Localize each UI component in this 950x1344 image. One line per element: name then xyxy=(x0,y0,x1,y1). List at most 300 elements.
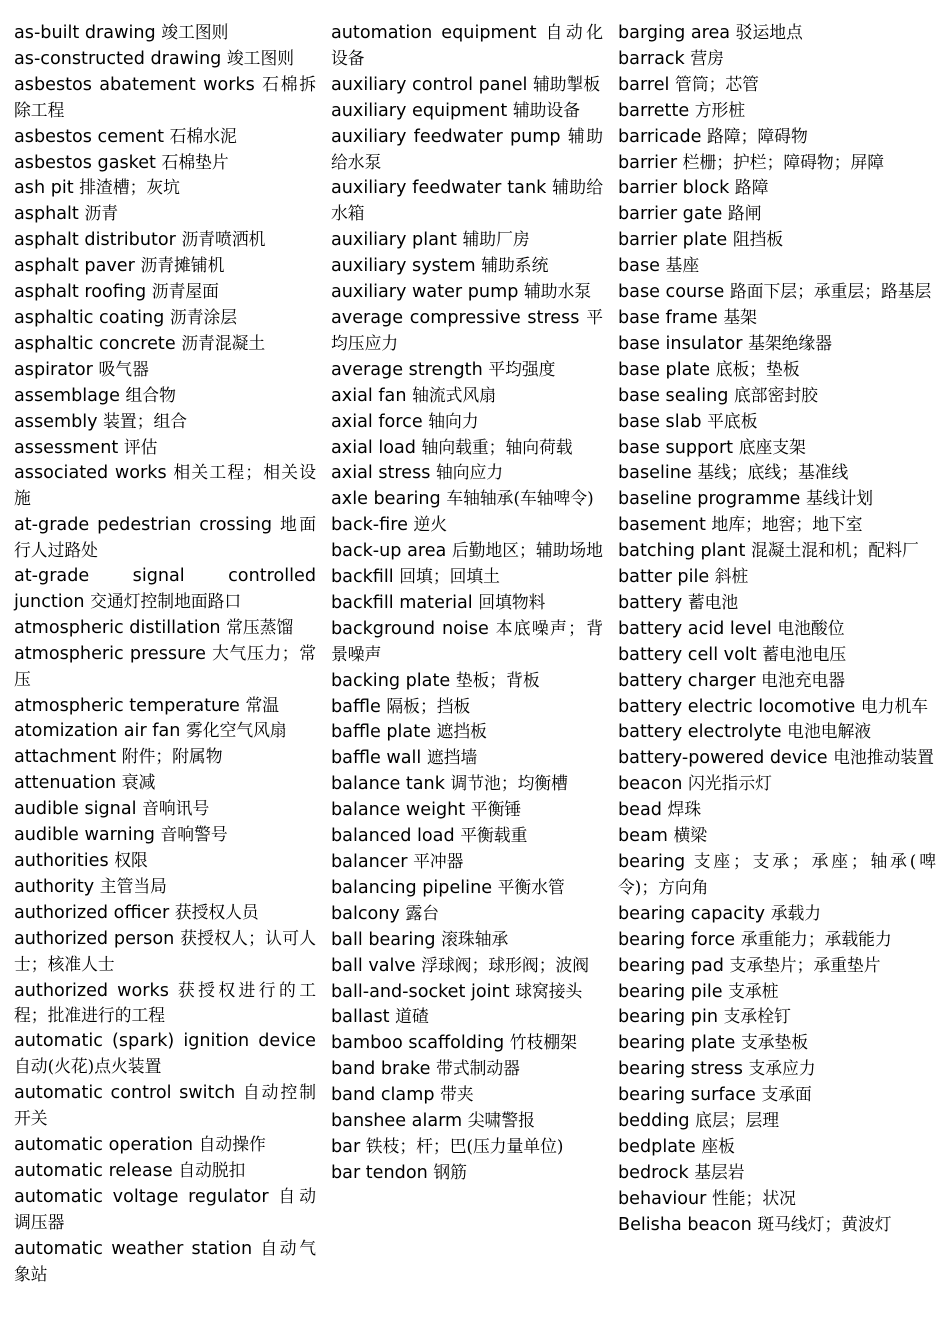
glossary-entry xyxy=(618,901,936,927)
glossary-entry xyxy=(331,98,603,124)
entry-term: asbestos cement xyxy=(14,126,165,147)
entry-term: bar tendon xyxy=(331,1162,428,1183)
entry-definition: 大气压力；常压 xyxy=(14,642,316,689)
entry-definition: 辅助系统 xyxy=(481,255,549,276)
glossary-entry xyxy=(618,512,936,538)
entry-definition: 辅助设备 xyxy=(512,99,580,120)
entry-definition: 回填；回填土 xyxy=(399,566,500,587)
entry-term: asbestos abatement works xyxy=(14,74,255,95)
entry-definition: 辅助厂房 xyxy=(462,229,530,250)
glossary-entry xyxy=(618,953,936,979)
entry-term: battery-powered device xyxy=(618,748,828,769)
glossary-entry xyxy=(14,693,316,719)
glossary-entry xyxy=(331,616,603,668)
entry-definition: 基座 xyxy=(665,255,700,276)
glossary-entry xyxy=(14,796,316,822)
entry-definition: 音响警号 xyxy=(160,824,228,845)
glossary-entry xyxy=(618,849,936,901)
entry-definition: 道碴 xyxy=(395,1006,429,1027)
entry-term: backfill xyxy=(331,567,394,588)
glossary-entry xyxy=(331,745,603,771)
glossary-entry xyxy=(618,46,936,72)
entry-definition: 地面行人过路处 xyxy=(14,514,316,561)
glossary-entry xyxy=(618,616,936,642)
glossary-entry xyxy=(14,512,316,564)
glossary-entry xyxy=(14,201,316,227)
glossary-entry xyxy=(618,227,936,253)
entry-term: band clamp xyxy=(331,1085,435,1106)
glossary-entry xyxy=(14,564,316,615)
glossary-entry xyxy=(331,901,603,927)
glossary-entry xyxy=(14,641,316,693)
entry-definition: 蓄电池 xyxy=(687,591,739,612)
entry-term: auxiliary equipment xyxy=(331,100,508,121)
entry-term: bearing pin xyxy=(618,1007,719,1028)
glossary-entry xyxy=(618,1030,936,1056)
entry-term: asphalt distributor xyxy=(14,230,176,251)
entry-term: ball valve xyxy=(331,955,416,976)
entry-definition: 地库；地窖；地下室 xyxy=(711,514,863,535)
glossary-entry xyxy=(618,979,936,1005)
entry-term: band brake xyxy=(331,1059,431,1080)
entry-definition: 阻挡板 xyxy=(732,229,784,250)
glossary-entry xyxy=(618,797,936,823)
glossary-entry xyxy=(331,538,603,564)
entry-term: automatic voltage regulator xyxy=(14,1186,269,1207)
glossary-entry xyxy=(331,590,603,616)
glossary-entry xyxy=(331,512,603,538)
entry-definition: 路障；障碍物 xyxy=(707,125,808,146)
entry-definition: 平衡水管 xyxy=(497,876,565,897)
entry-definition: 交通灯控制地面路口 xyxy=(90,590,242,611)
entry-term: ball bearing xyxy=(331,929,436,950)
entry-definition: 基层岩 xyxy=(694,1161,745,1182)
entry-definition: 方形桩 xyxy=(694,99,746,120)
entry-term: authority xyxy=(14,876,95,897)
glossary-entry xyxy=(618,201,936,227)
entry-term: asphaltic coating xyxy=(14,307,165,328)
entry-term: auxiliary plant xyxy=(331,230,457,251)
glossary-entry xyxy=(14,435,316,461)
entry-term: axle bearing xyxy=(331,489,441,510)
glossary-entry xyxy=(331,383,603,409)
entry-definition: 获授权人；认可人士；核准人士 xyxy=(14,927,316,974)
entry-term: as-constructed drawing xyxy=(14,48,222,69)
entry-term: base sealing xyxy=(618,385,729,406)
glossary-entry xyxy=(331,875,603,901)
entry-term: bearing force xyxy=(618,929,736,950)
glossary-entry xyxy=(331,227,603,253)
entry-definition: 沥青混凝土 xyxy=(181,332,266,353)
entry-definition: 常压蒸馏 xyxy=(226,616,294,637)
entry-term: authorized officer xyxy=(14,902,170,923)
glossary-entry xyxy=(14,279,316,305)
entry-definition: 吸气器 xyxy=(98,358,149,379)
glossary-entry xyxy=(618,357,936,383)
glossary-column-1 xyxy=(14,20,316,1344)
entry-term: bead xyxy=(618,800,662,821)
entry-definition: 附件；附属物 xyxy=(121,746,223,767)
entry-definition: 获授权进行的工程；批准进行的工程 xyxy=(14,979,316,1026)
entry-definition: 电力机车 xyxy=(860,695,929,716)
entry-definition: 竹枝棚架 xyxy=(509,1032,577,1053)
entry-definition: 遮挡板 xyxy=(436,721,487,742)
entry-term: balance tank xyxy=(331,774,445,795)
glossary-entry xyxy=(331,564,603,590)
glossary-entry xyxy=(618,409,936,435)
glossary-entry xyxy=(14,1080,316,1132)
glossary-entry xyxy=(618,460,936,486)
entry-term: automatic (spark) ignition device xyxy=(14,1031,316,1052)
entry-term: asphalt xyxy=(14,204,79,225)
entry-term: Belisha beacon xyxy=(618,1214,752,1235)
entry-definition: 组合物 xyxy=(125,384,176,405)
entry-term: backfill material xyxy=(331,592,473,613)
entry-definition: 自动控制开关 xyxy=(14,1082,316,1129)
entry-term: balance weight xyxy=(331,800,466,821)
glossary-entry xyxy=(618,1056,936,1082)
entry-term: audible warning xyxy=(14,825,155,846)
entry-term: assembly xyxy=(14,411,98,432)
glossary-entry xyxy=(14,1158,316,1184)
entry-definition: 蓄电池电压 xyxy=(762,643,847,664)
glossary-entry xyxy=(618,279,936,305)
glossary-entry xyxy=(331,823,603,849)
glossary-entry xyxy=(14,900,316,926)
entry-term: battery xyxy=(618,592,683,613)
entry-term: behaviour xyxy=(618,1188,707,1209)
entry-term: barrier block xyxy=(618,178,730,199)
entry-term: barrette xyxy=(618,100,690,121)
glossary-entry xyxy=(618,538,936,564)
glossary-entry xyxy=(14,874,316,900)
entry-definition: 排渣槽；灰坑 xyxy=(79,177,180,198)
entry-definition: 底层；层理 xyxy=(695,1110,780,1131)
entry-term: asphalt roofing xyxy=(14,282,147,303)
glossary-entry xyxy=(331,1160,603,1186)
entry-definition: 底板；垫板 xyxy=(715,358,800,379)
glossary-entry xyxy=(14,848,316,874)
entry-definition: 电池酸位 xyxy=(777,617,845,638)
glossary-entry xyxy=(14,1132,316,1158)
glossary-entry xyxy=(618,253,936,279)
entry-definition: 沥青摊铺机 xyxy=(140,255,225,276)
entry-definition: 基线计划 xyxy=(805,488,874,509)
entry-definition: 平衡锤 xyxy=(470,799,522,820)
entry-definition: 路障 xyxy=(734,177,769,198)
entry-term: basement xyxy=(618,515,706,536)
entry-definition: 焊珠 xyxy=(667,799,702,820)
entry-definition: 性能；状况 xyxy=(711,1187,796,1208)
entry-term: barrier xyxy=(618,152,678,173)
glossary-entry xyxy=(14,926,316,978)
glossary-entry xyxy=(331,486,603,512)
entry-term: ash pit xyxy=(14,178,74,199)
entry-definition: 管筒；芯管 xyxy=(675,73,759,94)
entry-term: baffle plate xyxy=(331,722,431,743)
glossary-entry xyxy=(14,822,316,848)
entry-definition: 斑马线灯；黄波灯 xyxy=(757,1213,892,1234)
entry-term: bearing stress xyxy=(618,1059,743,1080)
glossary-entry xyxy=(14,460,316,512)
glossary-entry xyxy=(331,72,603,98)
entry-definition: 石棉垫片 xyxy=(161,151,229,172)
glossary-entry xyxy=(331,927,603,953)
glossary-entry xyxy=(14,357,316,383)
entry-definition: 横梁 xyxy=(673,825,708,846)
entry-term: bearing pad xyxy=(618,955,724,976)
entry-definition: 驳运地点 xyxy=(735,22,803,42)
entry-term: back-up area xyxy=(331,541,447,562)
entry-definition: 沥青屋面 xyxy=(151,281,219,302)
entry-definition: 带式制动器 xyxy=(436,1058,520,1079)
entry-term: beacon xyxy=(618,774,683,795)
glossary-entry xyxy=(618,20,936,46)
entry-definition: 竣工图则 xyxy=(161,22,229,42)
glossary-entry xyxy=(618,98,936,124)
entry-definition: 支承垫板 xyxy=(740,1032,809,1053)
glossary-entry xyxy=(14,744,316,770)
glossary-column-3 xyxy=(618,20,936,1344)
glossary-entry xyxy=(14,1184,316,1236)
glossary-entry xyxy=(331,305,603,357)
entry-term: battery acid level xyxy=(618,618,772,639)
glossary-entry xyxy=(618,383,936,409)
entry-definition: 自动(火花)点火装置 xyxy=(14,1056,162,1077)
glossary-entry xyxy=(331,460,603,486)
entry-definition: 尖啸警报 xyxy=(467,1110,535,1131)
entry-term: average compressive stress xyxy=(331,307,580,328)
glossary-entry xyxy=(618,771,936,797)
entry-term: ball-and-socket joint xyxy=(331,981,510,1002)
glossary-entry xyxy=(331,694,603,720)
glossary-entry xyxy=(331,279,603,305)
entry-definition: 混凝土混和机；配料厂 xyxy=(750,540,919,561)
entry-term: baffle xyxy=(331,696,381,717)
entry-definition: 支承面 xyxy=(761,1084,812,1105)
glossary-entry xyxy=(331,771,603,797)
glossary-entry xyxy=(618,150,936,176)
glossary-entry xyxy=(331,797,603,823)
entry-definition: 电池推动装置 xyxy=(833,747,934,768)
glossary-entry xyxy=(618,1108,936,1134)
entry-definition: 座板 xyxy=(701,1135,735,1156)
entry-definition: 滚珠轴承 xyxy=(441,928,509,949)
entry-definition: 自动调压器 xyxy=(14,1185,316,1232)
entry-term: at-grade pedestrian crossing xyxy=(14,515,273,536)
entry-definition: 回填物料 xyxy=(478,591,546,612)
entry-term: balancer xyxy=(331,852,408,872)
entry-definition: 自动操作 xyxy=(198,1133,266,1154)
glossary-entry xyxy=(331,1030,603,1056)
entry-definition: 调节池；均衡槽 xyxy=(450,773,568,794)
entry-definition: 雾化空气风扇 xyxy=(186,720,287,741)
entry-term: authorized person xyxy=(14,928,175,949)
entry-term: automatic operation xyxy=(14,1134,194,1155)
entry-definition: 球窝接头 xyxy=(515,980,583,1001)
entry-definition: 自动气象站 xyxy=(14,1237,316,1284)
entry-definition: 辅助掣板 xyxy=(533,73,601,94)
entry-term: audible signal xyxy=(14,799,137,820)
entry-term: background noise xyxy=(331,618,489,639)
entry-definition: 隔板；挡板 xyxy=(386,695,471,716)
entry-definition: 电池电解液 xyxy=(787,721,872,742)
entry-term: auxiliary feedwater pump xyxy=(331,126,561,147)
glossary-entry xyxy=(14,615,316,641)
entry-term: base xyxy=(618,256,660,277)
entry-term: axial load xyxy=(331,437,416,458)
glossary-column-2 xyxy=(331,20,603,1344)
entry-term: auxiliary system xyxy=(331,256,476,277)
glossary-entry xyxy=(14,331,316,357)
glossary-entry xyxy=(618,564,936,590)
glossary-entry xyxy=(331,124,603,176)
entry-definition: 平衡载重 xyxy=(460,825,528,846)
entry-definition: 承重能力；承载能力 xyxy=(740,928,892,949)
entry-term: asphalt paver xyxy=(14,256,135,277)
entry-definition: 辅助给水泵 xyxy=(331,125,603,172)
entry-term: baseline programme xyxy=(618,489,801,510)
entry-definition: 斜桩 xyxy=(714,566,749,587)
entry-definition: 电池充电器 xyxy=(761,669,846,690)
glossary-entry xyxy=(331,175,603,227)
entry-term: at-grade signal controlled junction xyxy=(14,566,316,612)
entry-definition: 支承栓钉 xyxy=(723,1006,791,1027)
entry-term: aspirator xyxy=(14,359,93,380)
glossary-entry xyxy=(331,1082,603,1108)
glossary-entry xyxy=(331,1056,603,1082)
entry-definition: 基架绝缘器 xyxy=(748,332,832,353)
glossary-entry xyxy=(14,20,316,46)
entry-term: bearing capacity xyxy=(618,903,766,924)
entry-definition: 轴向应力 xyxy=(436,462,504,483)
entry-term: battery cell volt xyxy=(618,644,757,665)
entry-definition: 底部密封胶 xyxy=(734,384,818,405)
entry-definition: 自动脱扣 xyxy=(178,1159,246,1180)
glossary-entry xyxy=(14,124,316,150)
entry-definition: 闪光指示灯 xyxy=(687,773,772,794)
entry-term: base support xyxy=(618,437,734,458)
entry-term: barricade xyxy=(618,126,702,147)
entry-term: batter pile xyxy=(618,567,710,588)
entry-definition: 逆火 xyxy=(413,514,448,535)
entry-term: bearing pile xyxy=(618,981,723,1002)
glossary-entry xyxy=(331,409,603,435)
glossary-entry xyxy=(331,719,603,745)
entry-definition: 自动化设备 xyxy=(331,22,603,68)
glossary-entry xyxy=(618,590,936,616)
entry-term: bearing xyxy=(618,852,686,872)
entry-term: barrier gate xyxy=(618,204,723,225)
entry-definition: 铁枝；杆；巴(压力量单位) xyxy=(365,1135,564,1156)
glossary-entry xyxy=(618,72,936,98)
glossary-entry xyxy=(618,331,936,357)
glossary-entry xyxy=(14,978,316,1030)
glossary-entry xyxy=(331,668,603,694)
entry-term: auxiliary control panel xyxy=(331,74,528,95)
glossary-entry xyxy=(618,1134,936,1160)
entry-definition: 辅助水泵 xyxy=(523,281,592,302)
entry-definition: 音响讯号 xyxy=(142,798,210,819)
entry-term: balcony xyxy=(331,903,400,924)
glossary-entry xyxy=(618,435,936,461)
entry-term: authorities xyxy=(14,851,109,871)
entry-term: asphaltic concrete xyxy=(14,333,176,354)
entry-term: automatic control switch xyxy=(14,1083,236,1104)
glossary-entry xyxy=(331,953,603,979)
glossary-entry xyxy=(618,1004,936,1030)
entry-term: automatic release xyxy=(14,1160,173,1181)
entry-term: asbestos gasket xyxy=(14,152,156,173)
glossary-entry xyxy=(331,20,603,72)
entry-term: associated works xyxy=(14,463,167,484)
entry-term: assemblage xyxy=(14,385,120,406)
entry-term: auxiliary water pump xyxy=(331,282,519,303)
entry-definition: 获授权人员 xyxy=(174,901,259,922)
entry-term: baffle wall xyxy=(331,748,422,769)
glossary-entry xyxy=(14,718,316,744)
glossary-entry xyxy=(331,253,603,279)
glossary-entry xyxy=(14,770,316,796)
glossary-entry xyxy=(618,694,936,720)
entry-term: baseline xyxy=(618,463,692,484)
entry-term: as-built drawing xyxy=(14,23,156,43)
entry-definition: 沥青涂层 xyxy=(169,306,238,327)
entry-definition: 浮球阀；球形阀；波阀 xyxy=(421,954,590,975)
glossary-entry xyxy=(14,227,316,253)
glossary-entry xyxy=(618,1212,936,1238)
entry-term: balancing pipeline xyxy=(331,877,493,898)
glossary-entry xyxy=(331,435,603,461)
entry-definition: 基线；底线；基准线 xyxy=(697,462,849,483)
entry-term: attachment xyxy=(14,747,117,768)
entry-term: base slab xyxy=(618,411,702,432)
entry-definition: 轴向载重；轴向荷载 xyxy=(421,436,573,457)
entry-term: batching plant xyxy=(618,541,746,562)
entry-definition: 后勤地区；辅助场地 xyxy=(451,540,603,561)
entry-term: backing plate xyxy=(331,670,451,691)
entry-term: atmospheric distillation xyxy=(14,617,221,638)
entry-term: assessment xyxy=(14,437,119,458)
entry-term: base course xyxy=(618,282,725,303)
entry-term: barging area xyxy=(618,23,731,43)
entry-term: atmospheric temperature xyxy=(14,695,240,716)
glossary-entry xyxy=(618,1186,936,1212)
glossary-entry xyxy=(618,486,936,512)
glossary-entry xyxy=(14,383,316,409)
entry-definition: 承载力 xyxy=(770,902,822,923)
entry-definition: 栏栅；护栏；障碍物；屏障 xyxy=(682,151,885,172)
glossary-entry xyxy=(14,150,316,176)
entry-definition: 支承桩 xyxy=(728,980,779,1001)
entry-definition: 露台 xyxy=(405,902,440,923)
entry-definition: 路闸 xyxy=(727,203,762,224)
entry-definition: 常温 xyxy=(245,694,280,715)
glossary-entry xyxy=(331,1134,603,1160)
entry-definition: 底座支架 xyxy=(738,436,806,457)
entry-definition: 轴流式风扇 xyxy=(412,384,496,405)
entry-definition: 垫板；背板 xyxy=(455,669,540,690)
entry-definition: 遮挡墙 xyxy=(426,747,478,768)
entry-term: bar xyxy=(331,1136,361,1157)
glossary-entry xyxy=(14,46,316,72)
entry-term: attenuation xyxy=(14,773,117,794)
entry-term: balanced load xyxy=(331,826,455,847)
entry-definition: 钢筋 xyxy=(433,1161,467,1182)
entry-term: axial force xyxy=(331,411,423,432)
glossary-entry xyxy=(618,745,936,771)
entry-term: ballast xyxy=(331,1007,390,1028)
